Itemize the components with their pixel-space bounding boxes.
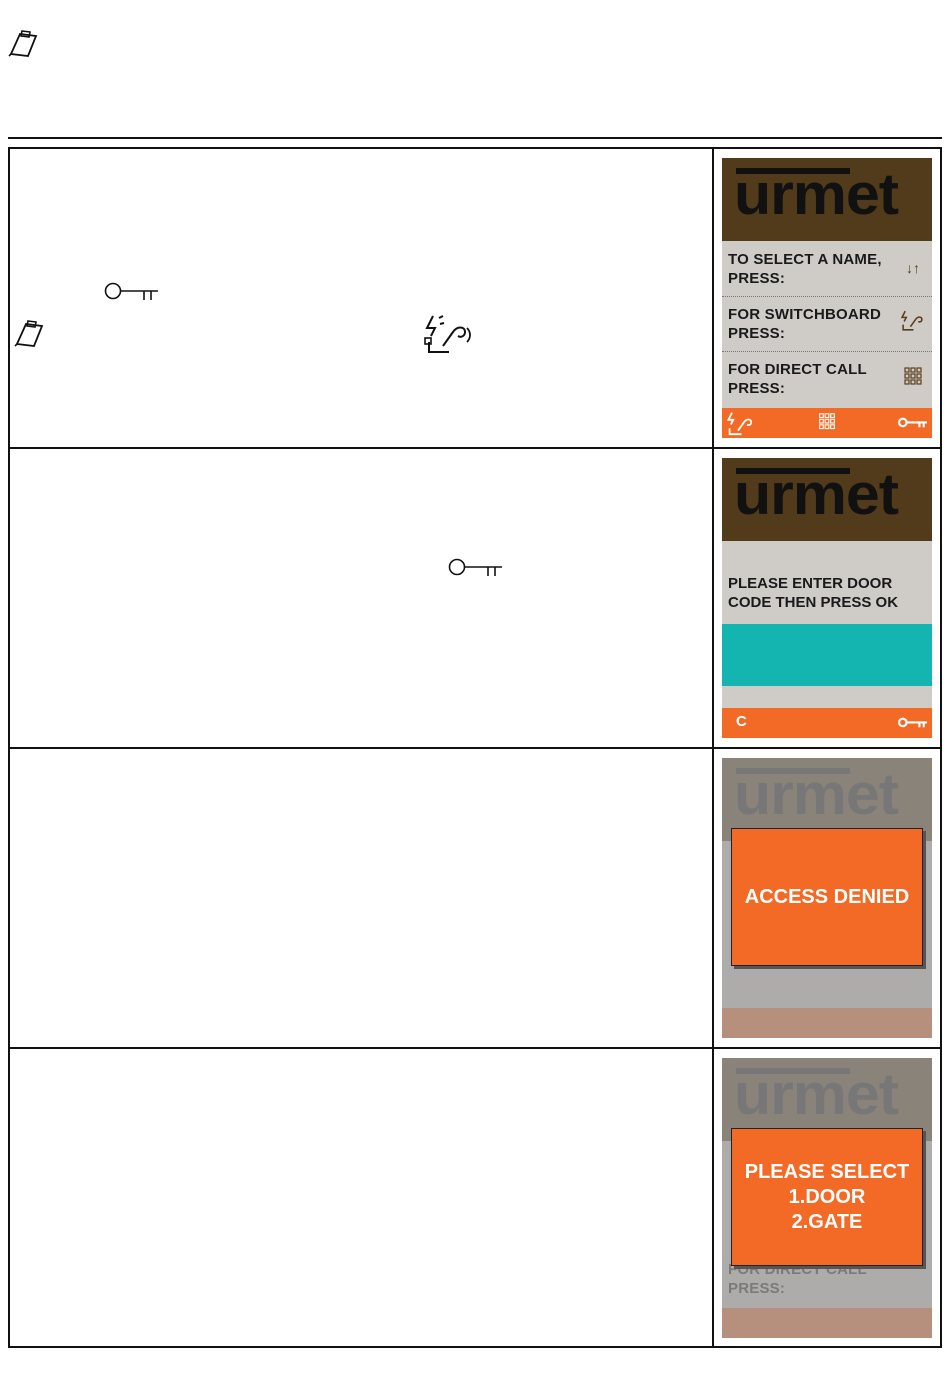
key-icon (448, 557, 504, 579)
door-code-prompt: PLEASE ENTER DOOR CODE THEN PRESS OK (728, 575, 899, 611)
note-pad-icon (8, 28, 42, 58)
key-softkey-icon[interactable] (898, 716, 928, 730)
keypad-softkey-icon[interactable] (815, 411, 839, 435)
door-code-input[interactable] (722, 624, 932, 686)
display-screen-select-door (722, 1058, 932, 1338)
row-divider (10, 447, 940, 449)
keypad-icon (900, 365, 926, 391)
row-divider (10, 1047, 940, 1049)
switchboard-operator-icon (423, 312, 473, 358)
key-icon (104, 281, 160, 303)
up-down-arrows-icon: ↓↑ (906, 260, 920, 276)
row-divider (10, 747, 940, 749)
note-pad-icon (14, 318, 48, 348)
softkey-bar (722, 708, 932, 738)
access-denied-popup: ACCESS DENIED (731, 828, 923, 966)
softkey-bar (722, 408, 932, 438)
menu-row-label: TO SELECT A NAME, PRESS: (728, 251, 882, 287)
switchboard-softkey-icon[interactable] (726, 410, 756, 438)
brand-header (722, 158, 932, 241)
menu-row-select-name[interactable] (722, 241, 932, 295)
clear-softkey[interactable]: C (736, 713, 747, 730)
column-divider (712, 149, 714, 1346)
menu-row-label: FOR DIRECT CALL PRESS: (728, 361, 867, 397)
menu-row-direct-call[interactable] (722, 351, 932, 405)
brand-logo: urmet (734, 462, 898, 527)
switchboard-operator-icon (900, 308, 926, 334)
menu-row-switchboard[interactable] (722, 296, 932, 350)
display-screen-access-denied (722, 758, 932, 1038)
brand-logo: urmet (734, 162, 898, 227)
menu-row-label: FOR SWITCHBOARD PRESS: (728, 306, 881, 342)
brand-header (722, 458, 932, 541)
select-door-popup: PLEASE SELECT 1.DOOR 2.GATE (731, 1128, 923, 1266)
header-rule (8, 137, 942, 139)
key-softkey-icon[interactable] (898, 416, 928, 430)
display-screen-door-code (722, 458, 932, 738)
display-screen-main-menu (722, 158, 932, 438)
